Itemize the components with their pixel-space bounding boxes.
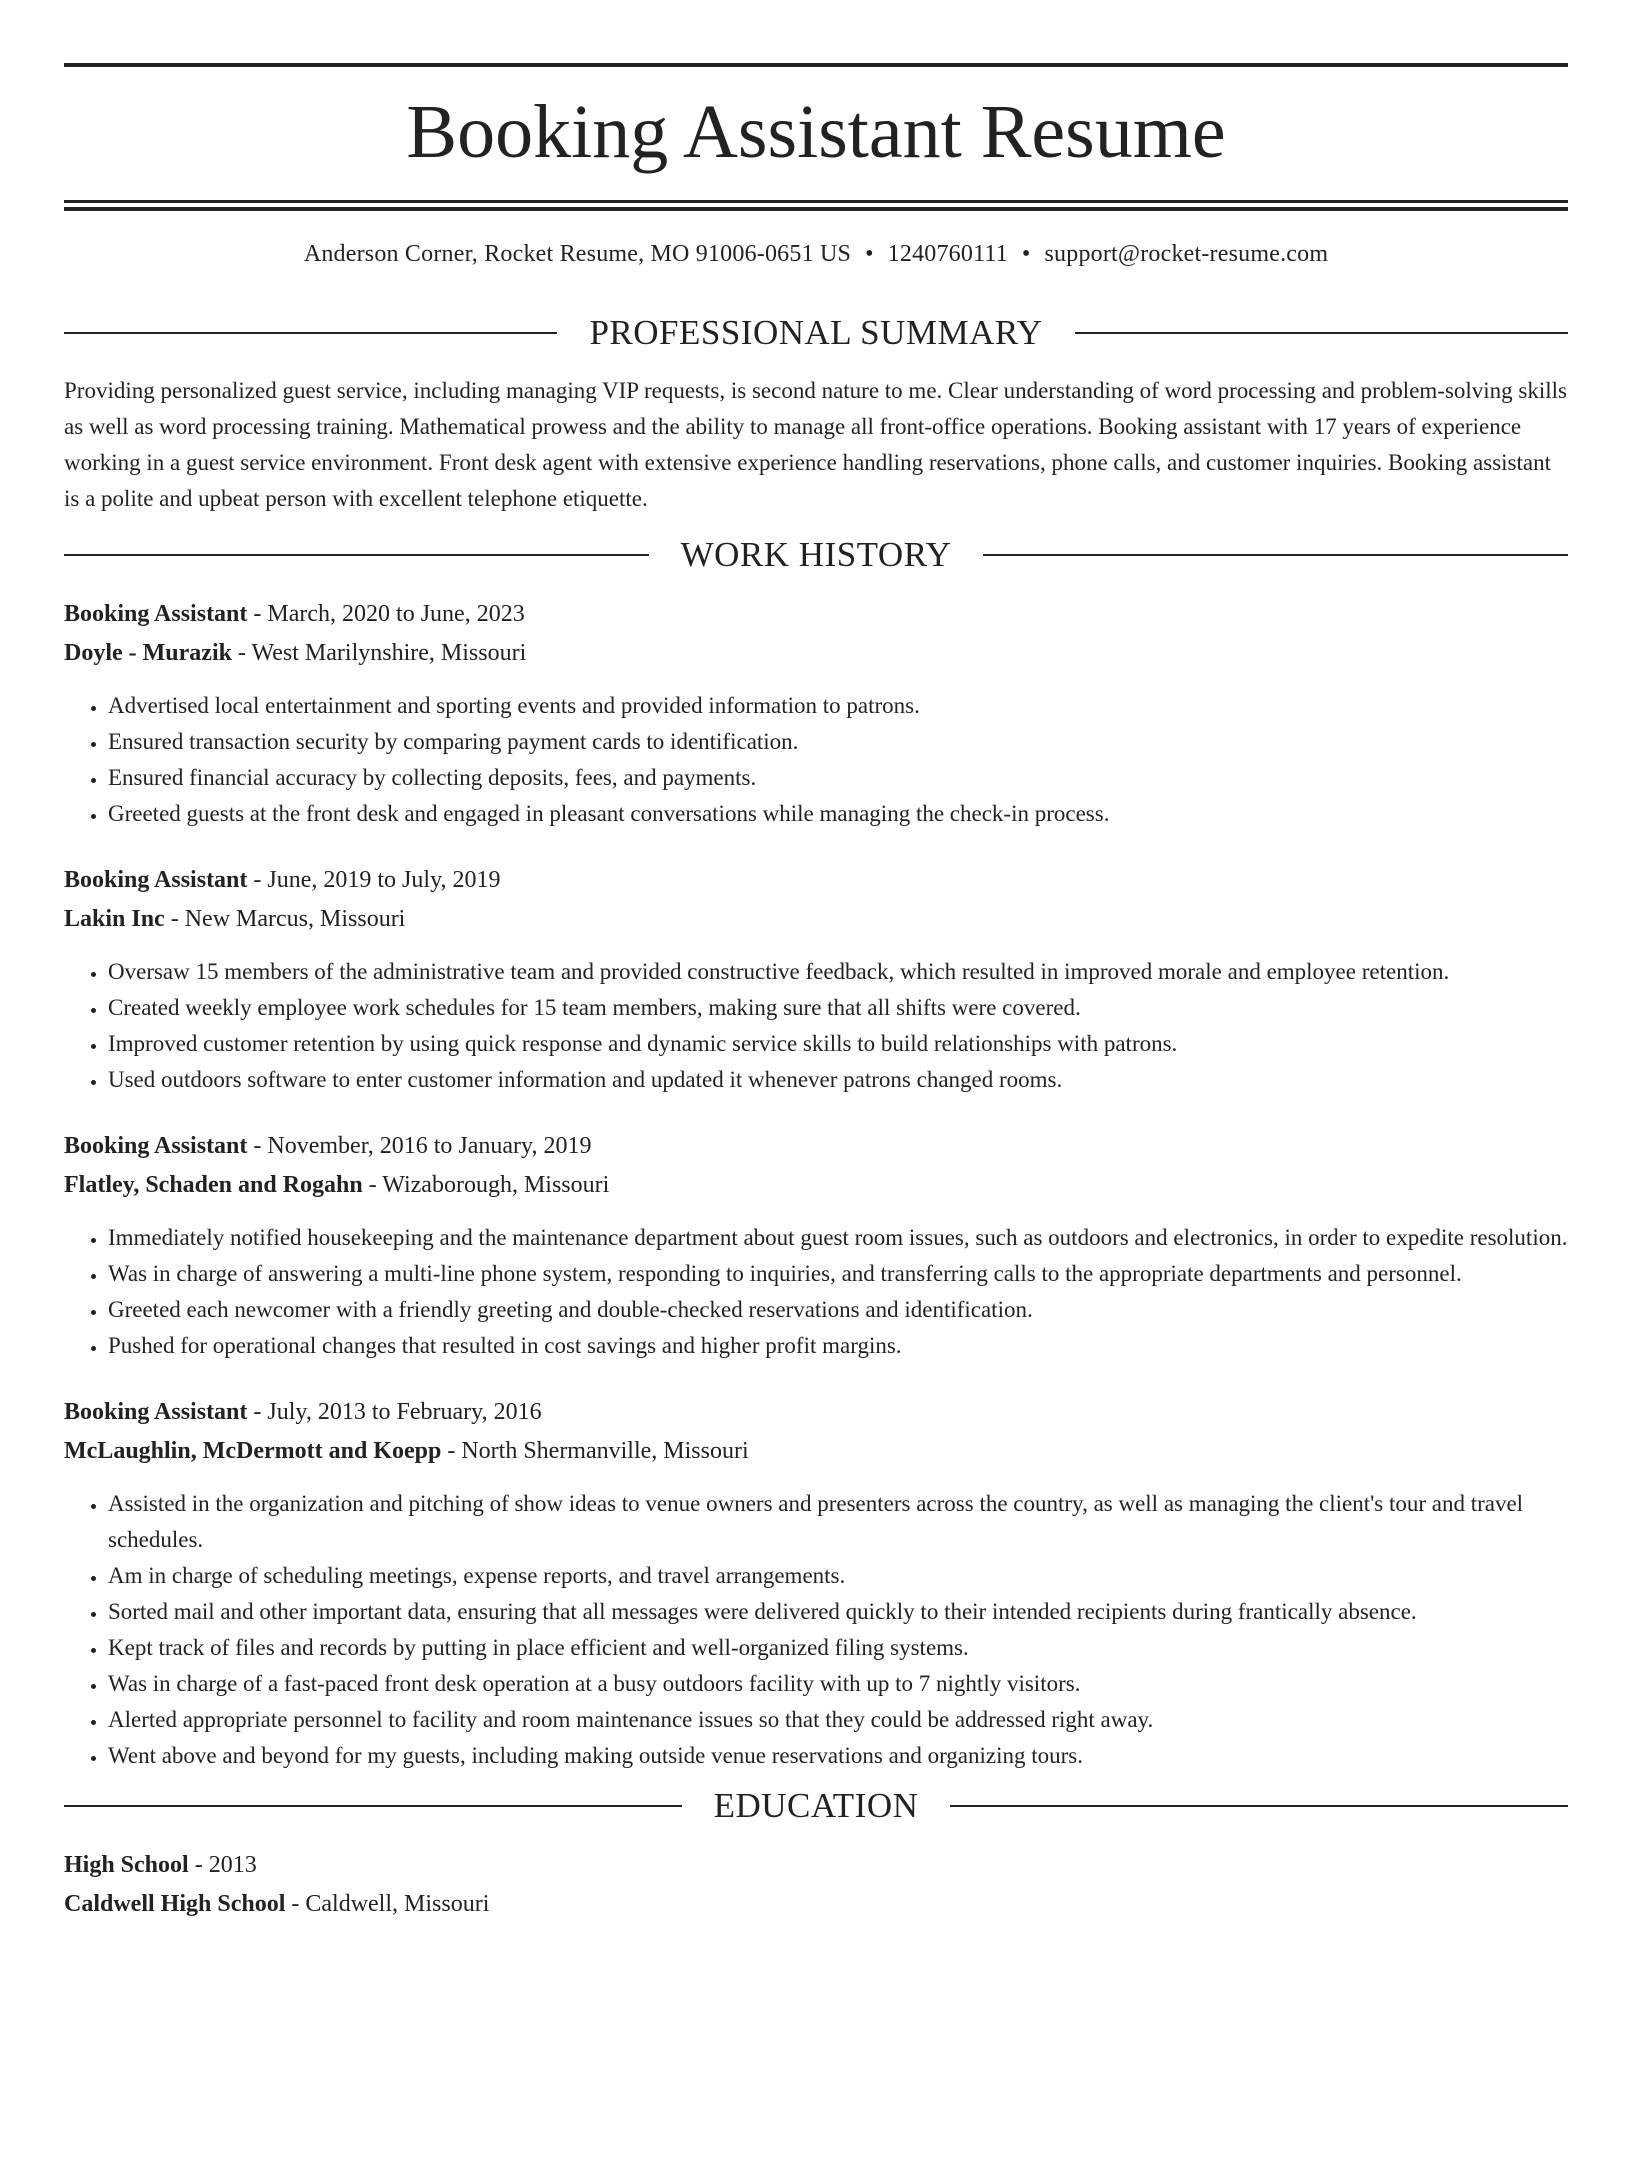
divider-line [64,332,557,334]
bullet-item: • Greeted guests at the front desk and engaged in pleasant conversations while managing the check-in process. [108,796,1568,832]
job-company: Doyle - Murazik [64,640,232,666]
job-title-line [64,595,1568,634]
section-title: WORK HISTORY [680,535,952,574]
bullet-item: • Used outdoors software to enter customer information and updated it whenever patrons changed rooms. [108,1062,1568,1098]
bullet-item: • Oversaw 15 members of the administrative team and provided constructive feedback, which resulted in improved morale and employee retention. [108,954,1568,990]
contact-line [64,239,1568,269]
education-entry [64,1846,1568,1924]
job-title-line [64,1127,1568,1166]
divider-line [1075,332,1568,334]
education-year: - 2013 [188,1852,257,1878]
bullet-item: • Alerted appropriate personnel to facility and room maintenance issues so that they could be addressed right away. [108,1702,1568,1738]
bullet-item: • Created weekly employee work schedules for 15 team members, making sure that all shifts were covered. [108,990,1568,1026]
bullet-item: • Assisted in the organization and pitching of show ideas to venue owners and presenters across the country, as well as managing the client's tour and travel schedules. [108,1486,1568,1558]
job-bullets [64,1220,1568,1364]
job-title: Booking Assistant [64,1399,248,1425]
bullet-item: • Ensured financial accuracy by collecting deposits, fees, and payments. [108,760,1568,796]
section-title: PROFESSIONAL SUMMARY [589,313,1043,352]
job-bullets [64,688,1568,832]
bullet-item: • Improved customer retention by using quick response and dynamic service skills to build relationships with patrons. [108,1026,1568,1062]
education-degree-line [64,1846,1568,1885]
job-location: - Wizaborough, Missouri [362,1172,610,1198]
bullet-item: • Was in charge of a fast-paced front desk operation at a busy outdoors facility with up to 7 nightly visitors. [108,1666,1568,1702]
job-entry [64,595,1568,832]
contact-address: Anderson Corner, Rocket Resume, MO 91006-0651 US [303,241,852,267]
resume-page [0,63,1632,2175]
bullet-item: • Greeted each newcomer with a friendly greeting and double-checked reservations and identification. [108,1292,1568,1328]
job-bullets [64,954,1568,1098]
contact-phone: 1240760111 [887,241,1008,267]
job-company-line [64,634,1568,673]
summary-section-heading [64,313,1568,353]
job-company: Flatley, Schaden and Rogahn [64,1172,363,1198]
bullet-item: • Went above and beyond for my guests, including making outside venue reservations and organizing tours. [108,1738,1568,1774]
job-location: - North Shermanville, Missouri [441,1438,749,1464]
job-entry [64,1127,1568,1364]
bullet-item: • Ensured transaction security by comparing payment cards to identification. [108,724,1568,760]
job-title: Booking Assistant [64,867,248,893]
divider-line [950,1805,1568,1807]
education-school: Caldwell High School [64,1891,286,1917]
job-dates: - June, 2019 to July, 2019 [247,867,501,893]
job-dates: - July, 2013 to February, 2016 [247,1399,542,1425]
resume-title: Booking Assistant Resume [406,90,1226,174]
work-history-section-heading [64,535,1568,575]
job-entry [64,1393,1568,1774]
bullet-item: • Advertised local entertainment and sporting events and provided information to patrons. [108,688,1568,724]
job-title-line [64,861,1568,900]
bullet-item: • Was in charge of answering a multi-line phone system, responding to inquiries, and transferring calls to the appropriate departments and personnel. [108,1256,1568,1292]
job-entry [64,861,1568,1098]
summary-text: Providing personalized guest service, including managing VIP requests, is second nature to me. Clear understanding of word processing and problem-solving skills as well as word processing training. Mathematical prowess and the ability to manage all front-office operations. Booking assistant with 17 years of experience working in a guest service environment. Front desk agent with extensive experience handling reservations, phone calls, and customer inquiries. Booking assistant is a polite and upbeat person with excellent telephone etiquette. [64,378,1568,511]
contact-separator: • [865,241,874,267]
education-section-heading [64,1786,1568,1826]
education-location: - Caldwell, Missouri [285,1891,490,1917]
job-location: - New Marcus, Missouri [164,906,406,932]
education-school-line [64,1885,1568,1924]
job-title: Booking Assistant [64,601,248,627]
divider-line [64,554,649,556]
job-dates: - March, 2020 to June, 2023 [247,601,525,627]
job-company-line [64,1432,1568,1471]
bullet-item: • Sorted mail and other important data, ensuring that all messages were delivered quickly to their intended recipients during frantically absence. [108,1594,1568,1630]
bullet-item: • Immediately notified housekeeping and the maintenance department about guest room issues, such as outdoors and electronics, in order to expedite resolution. [108,1220,1568,1256]
title-double-rule [64,200,1568,211]
divider-line [983,554,1568,556]
bullet-item: • Am in charge of scheduling meetings, expense reports, and travel arrangements. [108,1558,1568,1594]
contact-email[interactable]: support@rocket-resume.com [1044,241,1329,267]
job-company-line [64,1166,1568,1205]
job-company-line [64,900,1568,939]
job-dates: - November, 2016 to January, 2019 [247,1133,592,1159]
job-title-line [64,1393,1568,1432]
job-company: McLaughlin, McDermott and Koepp [64,1438,442,1464]
job-location: - West Marilynshire, Missouri [231,640,527,666]
job-company: Lakin Inc [64,906,165,932]
divider-line [64,1805,682,1807]
job-bullets [64,1486,1568,1774]
section-title: EDUCATION [713,1786,919,1825]
bullet-item: • Pushed for operational changes that resulted in cost savings and higher profit margins. [108,1328,1568,1364]
contact-separator: • [1021,241,1031,267]
bullet-item: • Kept track of files and records by putting in place efficient and well-organized filing systems. [108,1630,1568,1666]
education-degree: High School [64,1852,189,1878]
job-title: Booking Assistant [64,1133,248,1159]
